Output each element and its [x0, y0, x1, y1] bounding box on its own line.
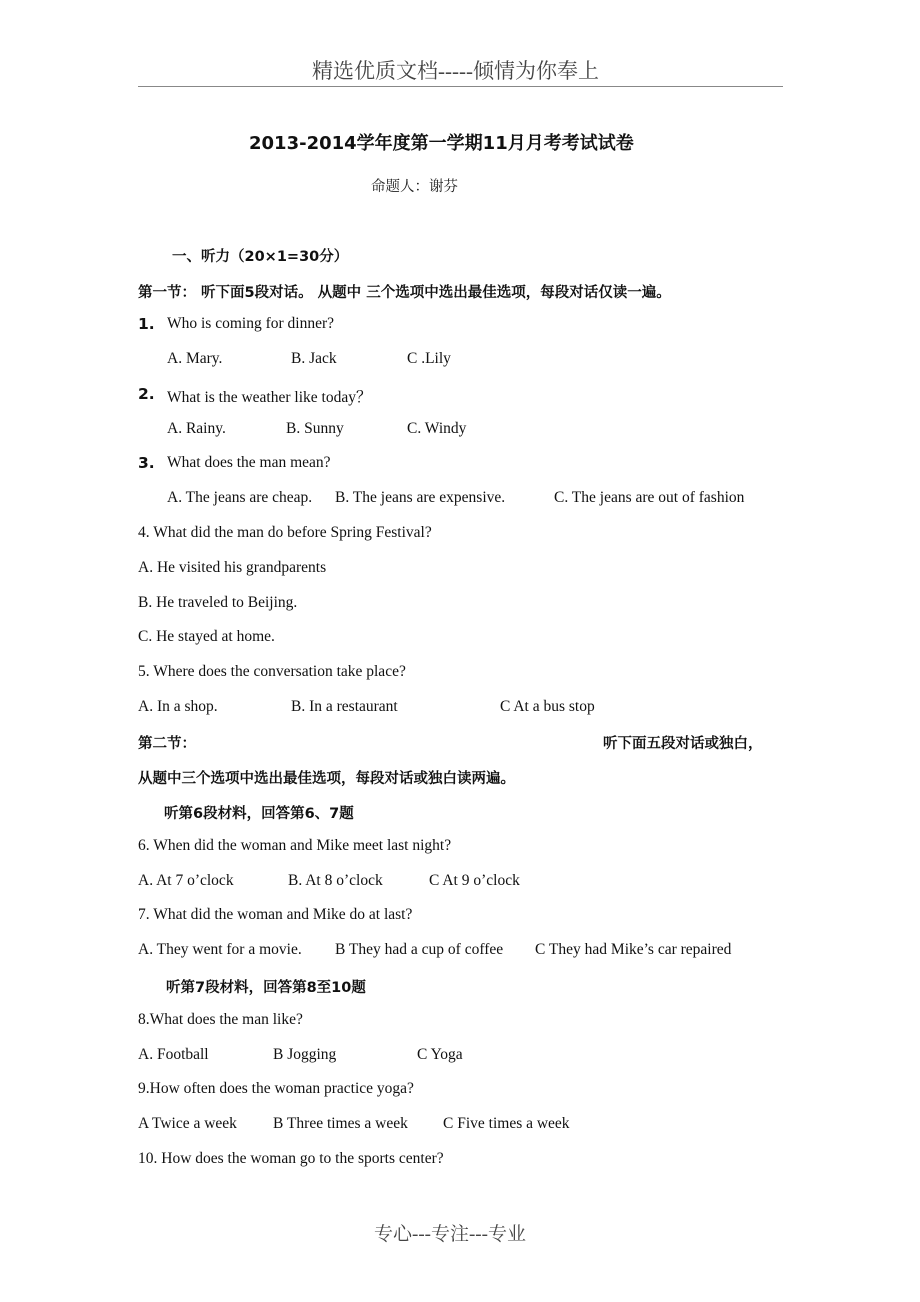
question-text: 6. When did the woman and Mike meet last night? — [138, 837, 452, 854]
option-b: B. The jeans are expensive. — [335, 489, 506, 506]
question-text: What does the man mean? — [167, 454, 331, 471]
option-b: B. At 8 o’clock — [288, 872, 383, 889]
page-header: 精选优质文档-----倾情为你奉上 — [312, 59, 599, 83]
option-b: B. Jack — [291, 350, 337, 367]
option-b: B. Sunny — [286, 420, 344, 437]
option-c: C At 9 o’clock — [429, 872, 520, 889]
question-text: 7. What did the woman and Mike do at last? — [138, 906, 413, 923]
question-number: 1. — [138, 315, 155, 333]
option-c: C. The jeans are out of fashion — [554, 489, 745, 506]
option-c: C At a bus stop — [500, 698, 595, 715]
question-text: 10. How does the woman go to the sports center? — [138, 1150, 444, 1167]
option-c: C. He stayed at home. — [138, 628, 275, 645]
option-a: A. Rainy. — [167, 420, 226, 437]
option-a: A. The jeans are cheap. — [167, 489, 313, 506]
author-line: 命题人：谢芬 — [371, 179, 458, 195]
option-b: B. He traveled to Beijing. — [138, 594, 298, 611]
option-b: B Jogging — [273, 1046, 337, 1063]
option-c: C They had Mike’s car repaired — [535, 941, 732, 958]
option-a: A. He visited his grandparents — [138, 559, 327, 576]
option-a: A Twice a week — [138, 1115, 237, 1132]
question-text: 4. What did the man do before Spring Festival? — [138, 524, 432, 541]
question-number: 2. — [138, 385, 155, 403]
option-b: B. In a restaurant — [291, 698, 398, 715]
part2-instructions-right: 听下面五段对话或独白， — [603, 736, 763, 752]
option-b: B Three times a week — [273, 1115, 408, 1132]
option-b: B They had a cup of coffee — [335, 941, 504, 958]
option-a: A. Football — [138, 1046, 209, 1063]
part2-instructions: 从题中三个选项中选出最佳选项，每段对话或独白读两遍。 — [138, 771, 515, 787]
option-c: C Yoga — [417, 1046, 463, 1063]
page-footer: 专心---专注---专业 — [374, 1224, 526, 1245]
option-a: A. They went for a movie. — [138, 941, 302, 958]
part1-instructions: 第一节： 听下面5段对话。 从题中 三个选项中选出最佳选项，每段对话仅读一遍。 — [138, 285, 671, 301]
question-text: Who is coming for dinner? — [167, 315, 335, 332]
option-c: C. Windy — [407, 420, 467, 437]
option-a: A. In a shop. — [138, 698, 218, 715]
question-text: 9.How often does the woman practice yoga? — [138, 1080, 414, 1097]
option-c: C .Lily — [407, 350, 451, 367]
question-text: 5. Where does the conversation take place? — [138, 663, 406, 680]
question-text: 8.What does the man like? — [138, 1011, 303, 1028]
option-a: A. Mary. — [167, 350, 223, 367]
option-c: C Five times a week — [443, 1115, 570, 1132]
exam-title: 2013-2014学年度第一学期11月月考考试试卷 — [249, 133, 634, 154]
material-7-heading: 听第7段材料，回答第8至10题 — [166, 980, 366, 996]
question-number: 3. — [138, 454, 155, 472]
header-rule — [138, 86, 783, 87]
section-heading: 一、听力（20×1=30分） — [172, 249, 349, 265]
option-a: A. At 7 o’clock — [138, 872, 234, 889]
question-text: What is the weather like today？ — [167, 389, 372, 406]
material-6-heading: 听第6段材料，回答第6、7题 — [164, 806, 354, 822]
part2-label: 第二节： — [138, 736, 196, 752]
